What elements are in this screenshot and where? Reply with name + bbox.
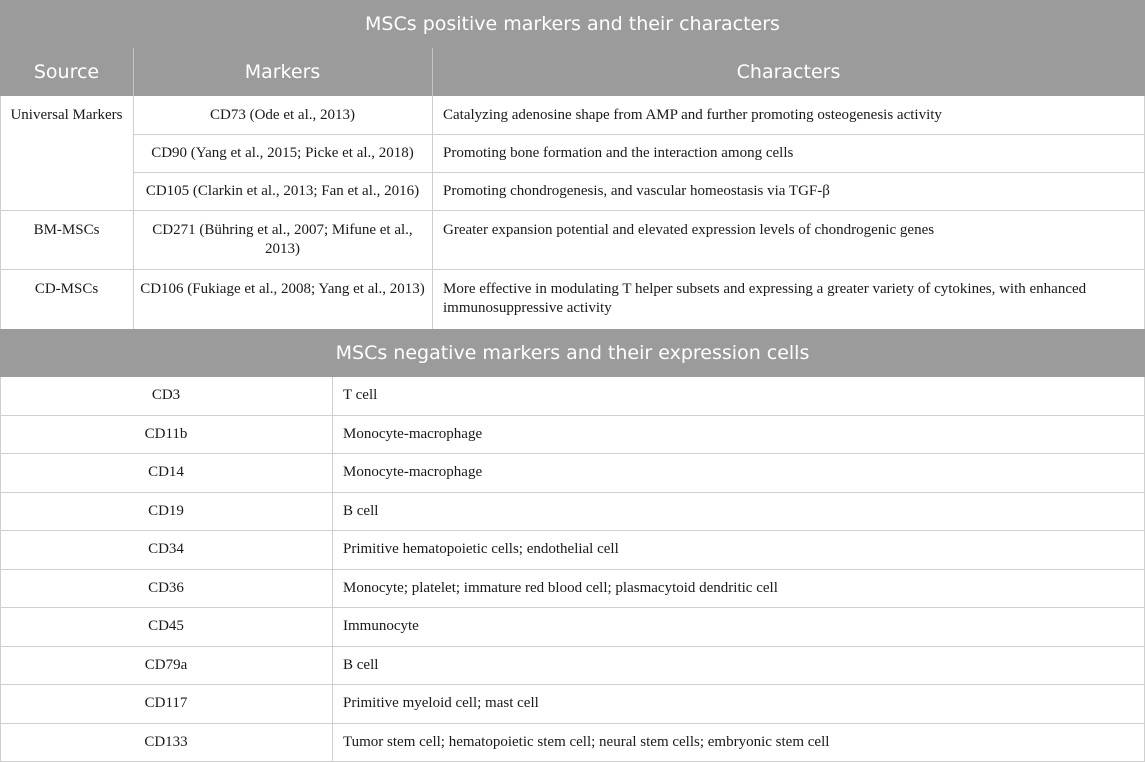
negative-marker-cell: CD3 [151, 387, 181, 403]
negative-cells-cell: B cell [343, 657, 379, 673]
grid-line [0, 569, 1145, 570]
header-markers: Markers [133, 48, 432, 96]
negative-cells-cell: Primitive hematopoietic cells; endothelial cell [343, 541, 619, 557]
grid-line [0, 269, 1145, 270]
negative-cells-cell: B cell [343, 503, 379, 519]
negative-cells-cell: Monocyte; platelet; immature red blood cell; plasmacytoid dendritic cell [343, 580, 778, 596]
positive-character-cell: Promoting chondrogenesis, and vascular homeostasis via TGF-β [443, 183, 830, 199]
grid-line [0, 492, 1145, 493]
positive-marker-cell: CD90 (Yang et al., 2015; Picke et al., 2018) [151, 145, 414, 161]
positive-markers-title: MSCs positive markers and their characters [0, 0, 1145, 48]
grid-line [0, 723, 1145, 724]
positive-character-cell: Promoting bone formation and the interaction among cells [443, 145, 794, 161]
negative-marker-cell: CD117 [144, 695, 188, 711]
grid-line [0, 646, 1145, 647]
grid-line [0, 607, 1145, 608]
grid-line [133, 172, 1145, 173]
header-characters: Characters [432, 48, 1145, 96]
negative-cells-cell: Monocyte-macrophage [343, 464, 483, 480]
negative-cells-cell: Primitive myeloid cell; mast cell [343, 695, 539, 711]
source-universal-markers: Universal Markers [10, 107, 123, 123]
negative-cells-cell: Monocyte-macrophage [343, 426, 483, 442]
grid-line [0, 415, 1145, 416]
negative-marker-cell: CD36 [148, 580, 184, 596]
positive-marker-cell: CD271 (Bühring et al., 2007; Mifune et al., 2013) [152, 222, 413, 257]
source-cd-mscs: CD-MSCs [34, 281, 99, 297]
negative-cells-cell: T cell [343, 387, 378, 403]
negative-marker-cell: CD79a [144, 657, 188, 673]
negative-cells-cell: Tumor stem cell; hematopoietic stem cell; neural stem cells; embryonic stem cell [343, 734, 830, 750]
grid-line [0, 684, 1145, 685]
negative-markers-title: MSCs negative markers and their expression cells [0, 329, 1145, 377]
header-divider [133, 48, 134, 96]
negative-marker-cell: CD19 [148, 503, 184, 519]
grid-line [133, 96, 134, 329]
negative-marker-cell: CD133 [144, 734, 188, 750]
negative-marker-cell: CD11b [144, 426, 188, 442]
source-bm-mscs: BM-MSCs [33, 222, 100, 238]
positive-marker-cell: CD106 (Fukiage et al., 2008; Yang et al., 2013) [140, 281, 425, 297]
negative-marker-cell: CD14 [148, 464, 184, 480]
positive-character-cell: Greater expansion potential and elevated expression levels of chondrogenic genes [443, 222, 935, 238]
grid-line [432, 96, 433, 329]
positive-marker-cell: CD105 (Clarkin et al., 2013; Fan et al., 2016) [145, 183, 420, 199]
grid-line [0, 96, 1, 329]
positive-character-cell: More effective in modulating T helper subsets and expressing a greater variety of cytokines, with enhanced immunosuppressive activity [443, 281, 1087, 316]
grid-line [0, 453, 1145, 454]
header-source: Source [0, 48, 133, 96]
grid-line [133, 134, 1145, 135]
grid-line [0, 210, 1145, 211]
negative-cells-cell: Immunocyte [343, 618, 419, 634]
grid-line [0, 530, 1145, 531]
positive-marker-cell: CD73 (Ode et al., 2013) [210, 107, 355, 123]
positive-character-cell: Catalyzing adenosine shape from AMP and further promoting osteogenesis activity [443, 107, 942, 123]
header-divider [432, 48, 433, 96]
negative-marker-cell: CD34 [148, 541, 184, 557]
negative-marker-cell: CD45 [148, 618, 184, 634]
